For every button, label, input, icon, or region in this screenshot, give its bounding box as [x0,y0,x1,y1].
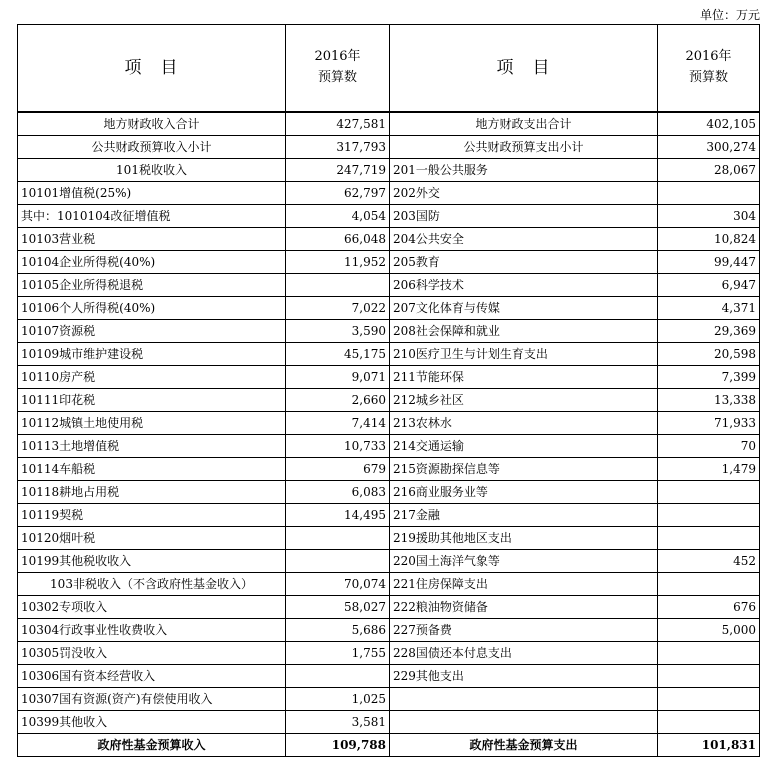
revenue-item: 公共财政预算收入小计 [18,136,286,159]
expenditure-value: 402,105 [658,112,760,136]
table-row [18,573,760,596]
expenditure-item: 202外交 [390,182,658,205]
expenditure-value: 99,447 [658,251,760,274]
revenue-value: 679 [286,458,390,481]
revenue-value: 70,074 [286,573,390,596]
table-row [18,734,760,757]
expenditure-item: 201一般公共服务 [390,159,658,182]
revenue-item: 103非税收入（不含政府性基金收入） [18,573,286,596]
revenue-item: 10302专项收入 [18,596,286,619]
expenditure-item: 公共财政预算支出小计 [390,136,658,159]
table-row [18,343,760,366]
revenue-value: 62,797 [286,182,390,205]
revenue-value: 109,788 [286,734,390,757]
expenditure-value: 29,369 [658,320,760,343]
table-row [18,112,760,136]
revenue-item: 政府性基金预算收入 [18,734,286,757]
expenditure-item: 220国土海洋气象等 [390,550,658,573]
revenue-item: 10307国有资源(资产)有偿使用收入 [18,688,286,711]
table-row [18,711,760,734]
table-row [18,619,760,642]
expenditure-item: 205教育 [390,251,658,274]
revenue-value: 1,025 [286,688,390,711]
revenue-item: 10305罚没收入 [18,642,286,665]
revenue-value: 6,083 [286,481,390,504]
expenditure-value [658,504,760,527]
header-right-budget [658,25,760,113]
revenue-value: 9,071 [286,366,390,389]
revenue-item: 10111印花税 [18,389,286,412]
expenditure-value: 1,479 [658,458,760,481]
header-left-budget [286,25,390,113]
revenue-value [286,274,390,297]
expenditure-item: 219援助其他地区支出 [390,527,658,550]
revenue-value: 14,495 [286,504,390,527]
expenditure-value: 6,947 [658,274,760,297]
expenditure-value [658,527,760,550]
table-row [18,182,760,205]
expenditure-item: 212城乡社区 [390,389,658,412]
expenditure-item: 213农林水 [390,412,658,435]
revenue-item: 10199其他税收收入 [18,550,286,573]
unit-label: 单位：万元 [699,8,760,22]
table-row [18,297,760,320]
expenditure-item: 229其他支出 [390,665,658,688]
revenue-value: 7,022 [286,297,390,320]
table-row [18,159,760,182]
revenue-item: 地方财政收入合计 [18,112,286,136]
expenditure-item: 211节能环保 [390,366,658,389]
expenditure-value: 7,399 [658,366,760,389]
expenditure-value: 676 [658,596,760,619]
expenditure-value [658,688,760,711]
expenditure-value: 13,338 [658,389,760,412]
expenditure-value: 10,824 [658,228,760,251]
table-row [18,504,760,527]
expenditure-item: 203国防 [390,205,658,228]
table-row [18,481,760,504]
revenue-item: 10306国有资本经营收入 [18,665,286,688]
expenditure-item: 215资源勘探信息等 [390,458,658,481]
table-row [18,596,760,619]
expenditure-item: 地方财政支出合计 [390,112,658,136]
table-row [18,251,760,274]
table-row [18,320,760,343]
revenue-value: 317,793 [286,136,390,159]
revenue-item: 10119契税 [18,504,286,527]
revenue-value [286,550,390,573]
expenditure-value: 70 [658,435,760,458]
revenue-value: 7,414 [286,412,390,435]
table-row [18,412,760,435]
header-right-item: 项 目 [390,25,658,113]
expenditure-item: 207文化体育与传媒 [390,297,658,320]
table-row [18,389,760,412]
expenditure-item: 210医疗卫生与计划生育支出 [390,343,658,366]
revenue-item: 10103营业税 [18,228,286,251]
revenue-value: 1,755 [286,642,390,665]
expenditure-item: 214交通运输 [390,435,658,458]
header-left-year: 2016年 [314,49,361,65]
expenditure-value: 28,067 [658,159,760,182]
table-row [18,527,760,550]
revenue-item: 10118耕地占用税 [18,481,286,504]
expenditure-value: 71,933 [658,412,760,435]
expenditure-value [658,665,760,688]
expenditure-item: 227预备费 [390,619,658,642]
revenue-item: 其中：1010104改征增值税 [18,205,286,228]
revenue-item: 10113土地增值税 [18,435,286,458]
table-row [18,642,760,665]
revenue-value [286,665,390,688]
revenue-item: 10304行政事业性收费收入 [18,619,286,642]
expenditure-item: 228国债还本付息支出 [390,642,658,665]
header-left-budget-label: 预算数 [317,70,357,85]
revenue-value: 10,733 [286,435,390,458]
revenue-item: 10104企业所得税(40%) [18,251,286,274]
revenue-item: 10120烟叶税 [18,527,286,550]
table-row [18,228,760,251]
table-row [18,688,760,711]
expenditure-value: 304 [658,205,760,228]
expenditure-value [658,573,760,596]
revenue-item: 10114车船税 [18,458,286,481]
revenue-item: 10105企业所得税退税 [18,274,286,297]
revenue-value: 3,581 [286,711,390,734]
revenue-item: 10106个人所得税(40%) [18,297,286,320]
revenue-value: 11,952 [286,251,390,274]
expenditure-value [658,711,760,734]
revenue-item: 10399其他收入 [18,711,286,734]
table-row [18,458,760,481]
expenditure-item: 222粮油物资储备 [390,596,658,619]
revenue-value: 66,048 [286,228,390,251]
expenditure-value [658,481,760,504]
expenditure-value: 4,371 [658,297,760,320]
revenue-item: 101税收收入 [18,159,286,182]
table-header-row [18,25,760,113]
table-row [18,435,760,458]
table-row [18,366,760,389]
revenue-value: 5,686 [286,619,390,642]
revenue-value: 3,590 [286,320,390,343]
expenditure-item: 208社会保障和就业 [390,320,658,343]
revenue-item: 10107资源税 [18,320,286,343]
revenue-value: 45,175 [286,343,390,366]
revenue-item: 10101增值税(25%) [18,182,286,205]
revenue-value: 427,581 [286,112,390,136]
header-right-year: 2016年 [685,49,732,65]
revenue-item: 10112城镇土地使用税 [18,412,286,435]
expenditure-item [390,711,658,734]
revenue-value: 58,027 [286,596,390,619]
expenditure-item: 217金融 [390,504,658,527]
table-row [18,550,760,573]
table-row [18,665,760,688]
expenditure-value: 452 [658,550,760,573]
expenditure-value: 300,274 [658,136,760,159]
budget-table [17,24,760,757]
expenditure-item: 216商业服务业等 [390,481,658,504]
revenue-item: 10110房产税 [18,366,286,389]
expenditure-value [658,642,760,665]
expenditure-value [658,182,760,205]
revenue-value [286,527,390,550]
expenditure-value: 20,598 [658,343,760,366]
revenue-value: 2,660 [286,389,390,412]
revenue-value: 4,054 [286,205,390,228]
table-row [18,274,760,297]
expenditure-item: 221住房保障支出 [390,573,658,596]
table-row [18,205,760,228]
revenue-item: 10109城市维护建设税 [18,343,286,366]
header-left-item: 项 目 [18,25,286,113]
expenditure-value: 5,000 [658,619,760,642]
revenue-value: 247,719 [286,159,390,182]
expenditure-item: 政府性基金预算支出 [390,734,658,757]
expenditure-item: 206科学技术 [390,274,658,297]
expenditure-item [390,688,658,711]
header-right-budget-label: 预算数 [688,70,728,85]
expenditure-item: 204公共安全 [390,228,658,251]
table-row [18,136,760,159]
expenditure-value: 101,831 [658,734,760,757]
